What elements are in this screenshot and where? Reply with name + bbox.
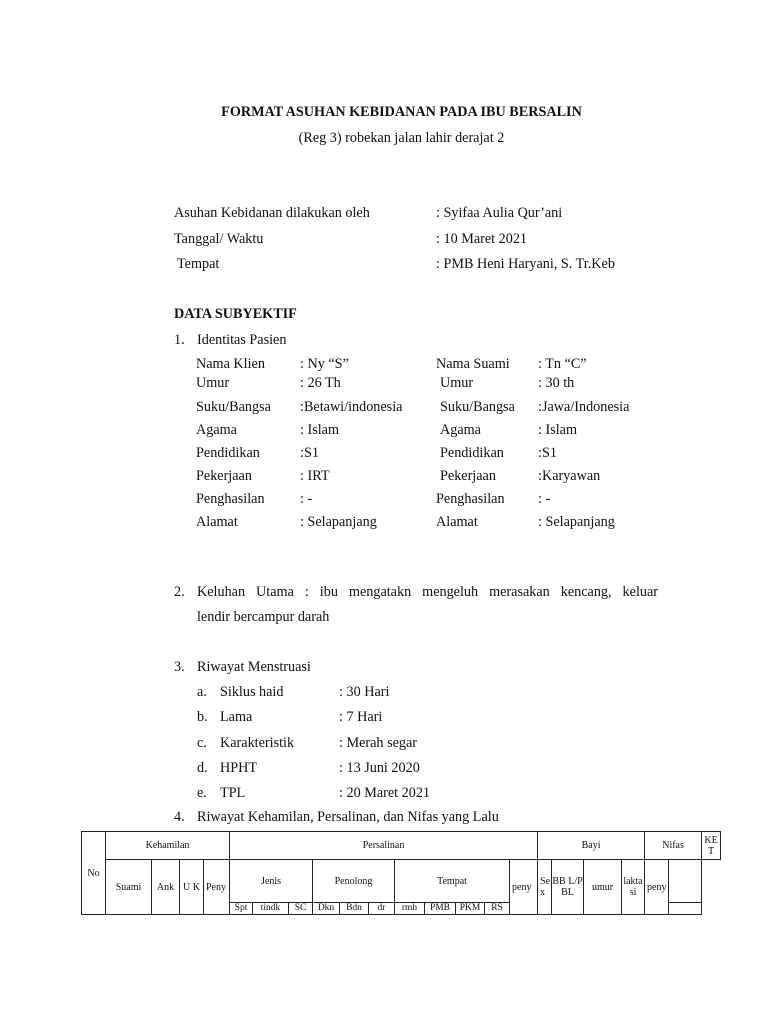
- col-peny-kehamilan: Peny: [204, 860, 230, 915]
- menstruasi-heading: Riwayat Menstruasi: [197, 659, 311, 675]
- identitas-value: : Islam: [300, 422, 340, 438]
- section-title: DATA SUBYEKTIF: [174, 306, 297, 322]
- col-ank: Ank: [152, 860, 180, 915]
- menstruasi-letter: a.: [197, 684, 207, 700]
- col-tempat: Tempat: [395, 860, 510, 903]
- menstruasi-letter: b.: [197, 709, 208, 725]
- col-kehamilan: Kehamilan: [106, 832, 230, 860]
- menstruasi-value: : Merah segar: [339, 735, 417, 751]
- info-value-tanggal: : 10 Maret 2021: [436, 231, 528, 247]
- identitas-label: Pendidikan: [440, 445, 504, 461]
- menstruasi-value: : 13 Juni 2020: [339, 760, 420, 776]
- menstruasi-value: : 20 Maret 2021: [339, 785, 431, 801]
- riwayat-table: [81, 831, 721, 915]
- identitas-value: : Islam: [538, 422, 578, 438]
- identitas-label: Umur: [440, 375, 474, 391]
- identitas-label: Suku/Bangsa: [196, 399, 271, 415]
- identitas-value: : 30 th: [538, 375, 575, 391]
- menstruasi-label: Siklus haid: [220, 684, 284, 700]
- identitas-value: : Ny “S”: [300, 356, 349, 372]
- list-number: 1.: [174, 332, 185, 348]
- info-label-asuhan: Asuhan Kebidanan dilakukan oleh: [174, 205, 370, 221]
- col-nifas: Nifas: [645, 832, 702, 860]
- identitas-label: Agama: [440, 422, 481, 438]
- col-rs: RS: [485, 903, 510, 915]
- identitas-label: Suku/Bangsa: [440, 399, 515, 415]
- menstruasi-label: TPL: [220, 785, 246, 801]
- identitas-value: :Karyawan: [538, 468, 601, 484]
- identitas-label: Nama Suami: [436, 356, 510, 372]
- menstruasi-value: : 30 Hari: [339, 684, 390, 700]
- menstruasi-value: : 7 Hari: [339, 709, 383, 725]
- list-number: 2.: [174, 584, 185, 600]
- identitas-heading: Identitas Pasien: [197, 332, 287, 348]
- identitas-label: Pekerjaan: [440, 468, 496, 484]
- identitas-value: :Betawi/indonesia: [300, 399, 403, 415]
- menstruasi-label: Lama: [220, 709, 253, 725]
- identitas-label: Agama: [196, 422, 237, 438]
- identitas-label: Penghasilan: [436, 491, 505, 507]
- col-spt: Spt: [230, 903, 253, 915]
- col-umur: umur: [584, 860, 622, 915]
- identitas-value: : 26 Th: [300, 375, 341, 391]
- identitas-value: : -: [300, 491, 313, 507]
- col-bayi: Bayi: [538, 832, 645, 860]
- col-jenis: Jenis: [230, 860, 313, 903]
- col-pkm: PKM: [456, 903, 485, 915]
- page-subtitle: (Reg 3) robekan jalan lahir derajat 2: [298, 130, 505, 146]
- menstruasi-letter: e.: [197, 785, 207, 801]
- info-label-tanggal: Tanggal/ Waktu: [174, 231, 264, 247]
- col-tindk: tindk: [253, 903, 289, 915]
- col-persalinan: Persalinan: [230, 832, 538, 860]
- col-peny-nifas: peny: [645, 860, 669, 915]
- keluhan-line-2: lendir bercampur darah: [197, 609, 330, 625]
- col-pmb: PMB: [425, 903, 456, 915]
- col-bdn: Bdn: [340, 903, 369, 915]
- identitas-value: :S1: [300, 445, 319, 461]
- col-ket-blank-2: [669, 903, 702, 915]
- menstruasi-label: Karakteristik: [220, 735, 295, 751]
- info-value-tempat: : PMB Heni Haryani, S. Tr.Keb: [436, 256, 615, 272]
- identitas-value: : Selapanjang: [538, 514, 615, 530]
- col-uk: U K: [180, 860, 204, 915]
- info-label-tempat: Tempat: [177, 256, 220, 272]
- col-suami: Suami: [106, 860, 152, 915]
- col-sc: SC: [289, 903, 313, 915]
- riwayat-heading: Riwayat Kehamilan, Persalinan, dan Nifas yang Lalu: [197, 809, 499, 825]
- col-dkn: Dkn: [313, 903, 340, 915]
- col-no: No: [82, 832, 106, 915]
- col-laktasi: lakta si: [622, 860, 645, 915]
- col-penolong: Penolong: [313, 860, 395, 903]
- identitas-value: : Tn “C”: [538, 356, 587, 372]
- keluhan-line-1: Keluhan Utama : ibu mengatakn mengeluh merasakan kencang, keluar: [197, 584, 658, 600]
- identitas-value: : Selapanjang: [300, 514, 377, 530]
- identitas-label: Pendidikan: [196, 445, 260, 461]
- menstruasi-letter: d.: [197, 760, 208, 776]
- col-rmh: rmh: [395, 903, 425, 915]
- identitas-label: Alamat: [196, 514, 238, 530]
- identitas-value: : -: [538, 491, 551, 507]
- identitas-label: Pekerjaan: [196, 468, 252, 484]
- col-peny-persalinan: peny: [510, 860, 538, 915]
- identitas-label: Penghasilan: [196, 491, 265, 507]
- menstruasi-label: HPHT: [220, 760, 258, 776]
- col-ket-blank: [669, 860, 702, 903]
- col-ket: KE T: [702, 832, 721, 860]
- identitas-label: Umur: [196, 375, 230, 391]
- identitas-value: :Jawa/Indonesia: [538, 399, 630, 415]
- list-number: 3.: [174, 659, 185, 675]
- col-sex: Se x: [538, 860, 552, 915]
- info-value-asuhan: : Syifaa Aulia Qur’ani: [436, 205, 563, 221]
- identitas-label: Nama Klien: [196, 356, 265, 372]
- menstruasi-letter: c.: [197, 735, 207, 751]
- col-bb: BB L/P BL: [552, 860, 584, 915]
- identitas-value: : IRT: [300, 468, 330, 484]
- identitas-value: :S1: [538, 445, 557, 461]
- col-dr: dr: [369, 903, 395, 915]
- identitas-label: Alamat: [436, 514, 478, 530]
- page-title: FORMAT ASUHAN KEBIDANAN PADA IBU BERSALIN: [221, 104, 582, 120]
- list-number: 4.: [174, 809, 185, 825]
